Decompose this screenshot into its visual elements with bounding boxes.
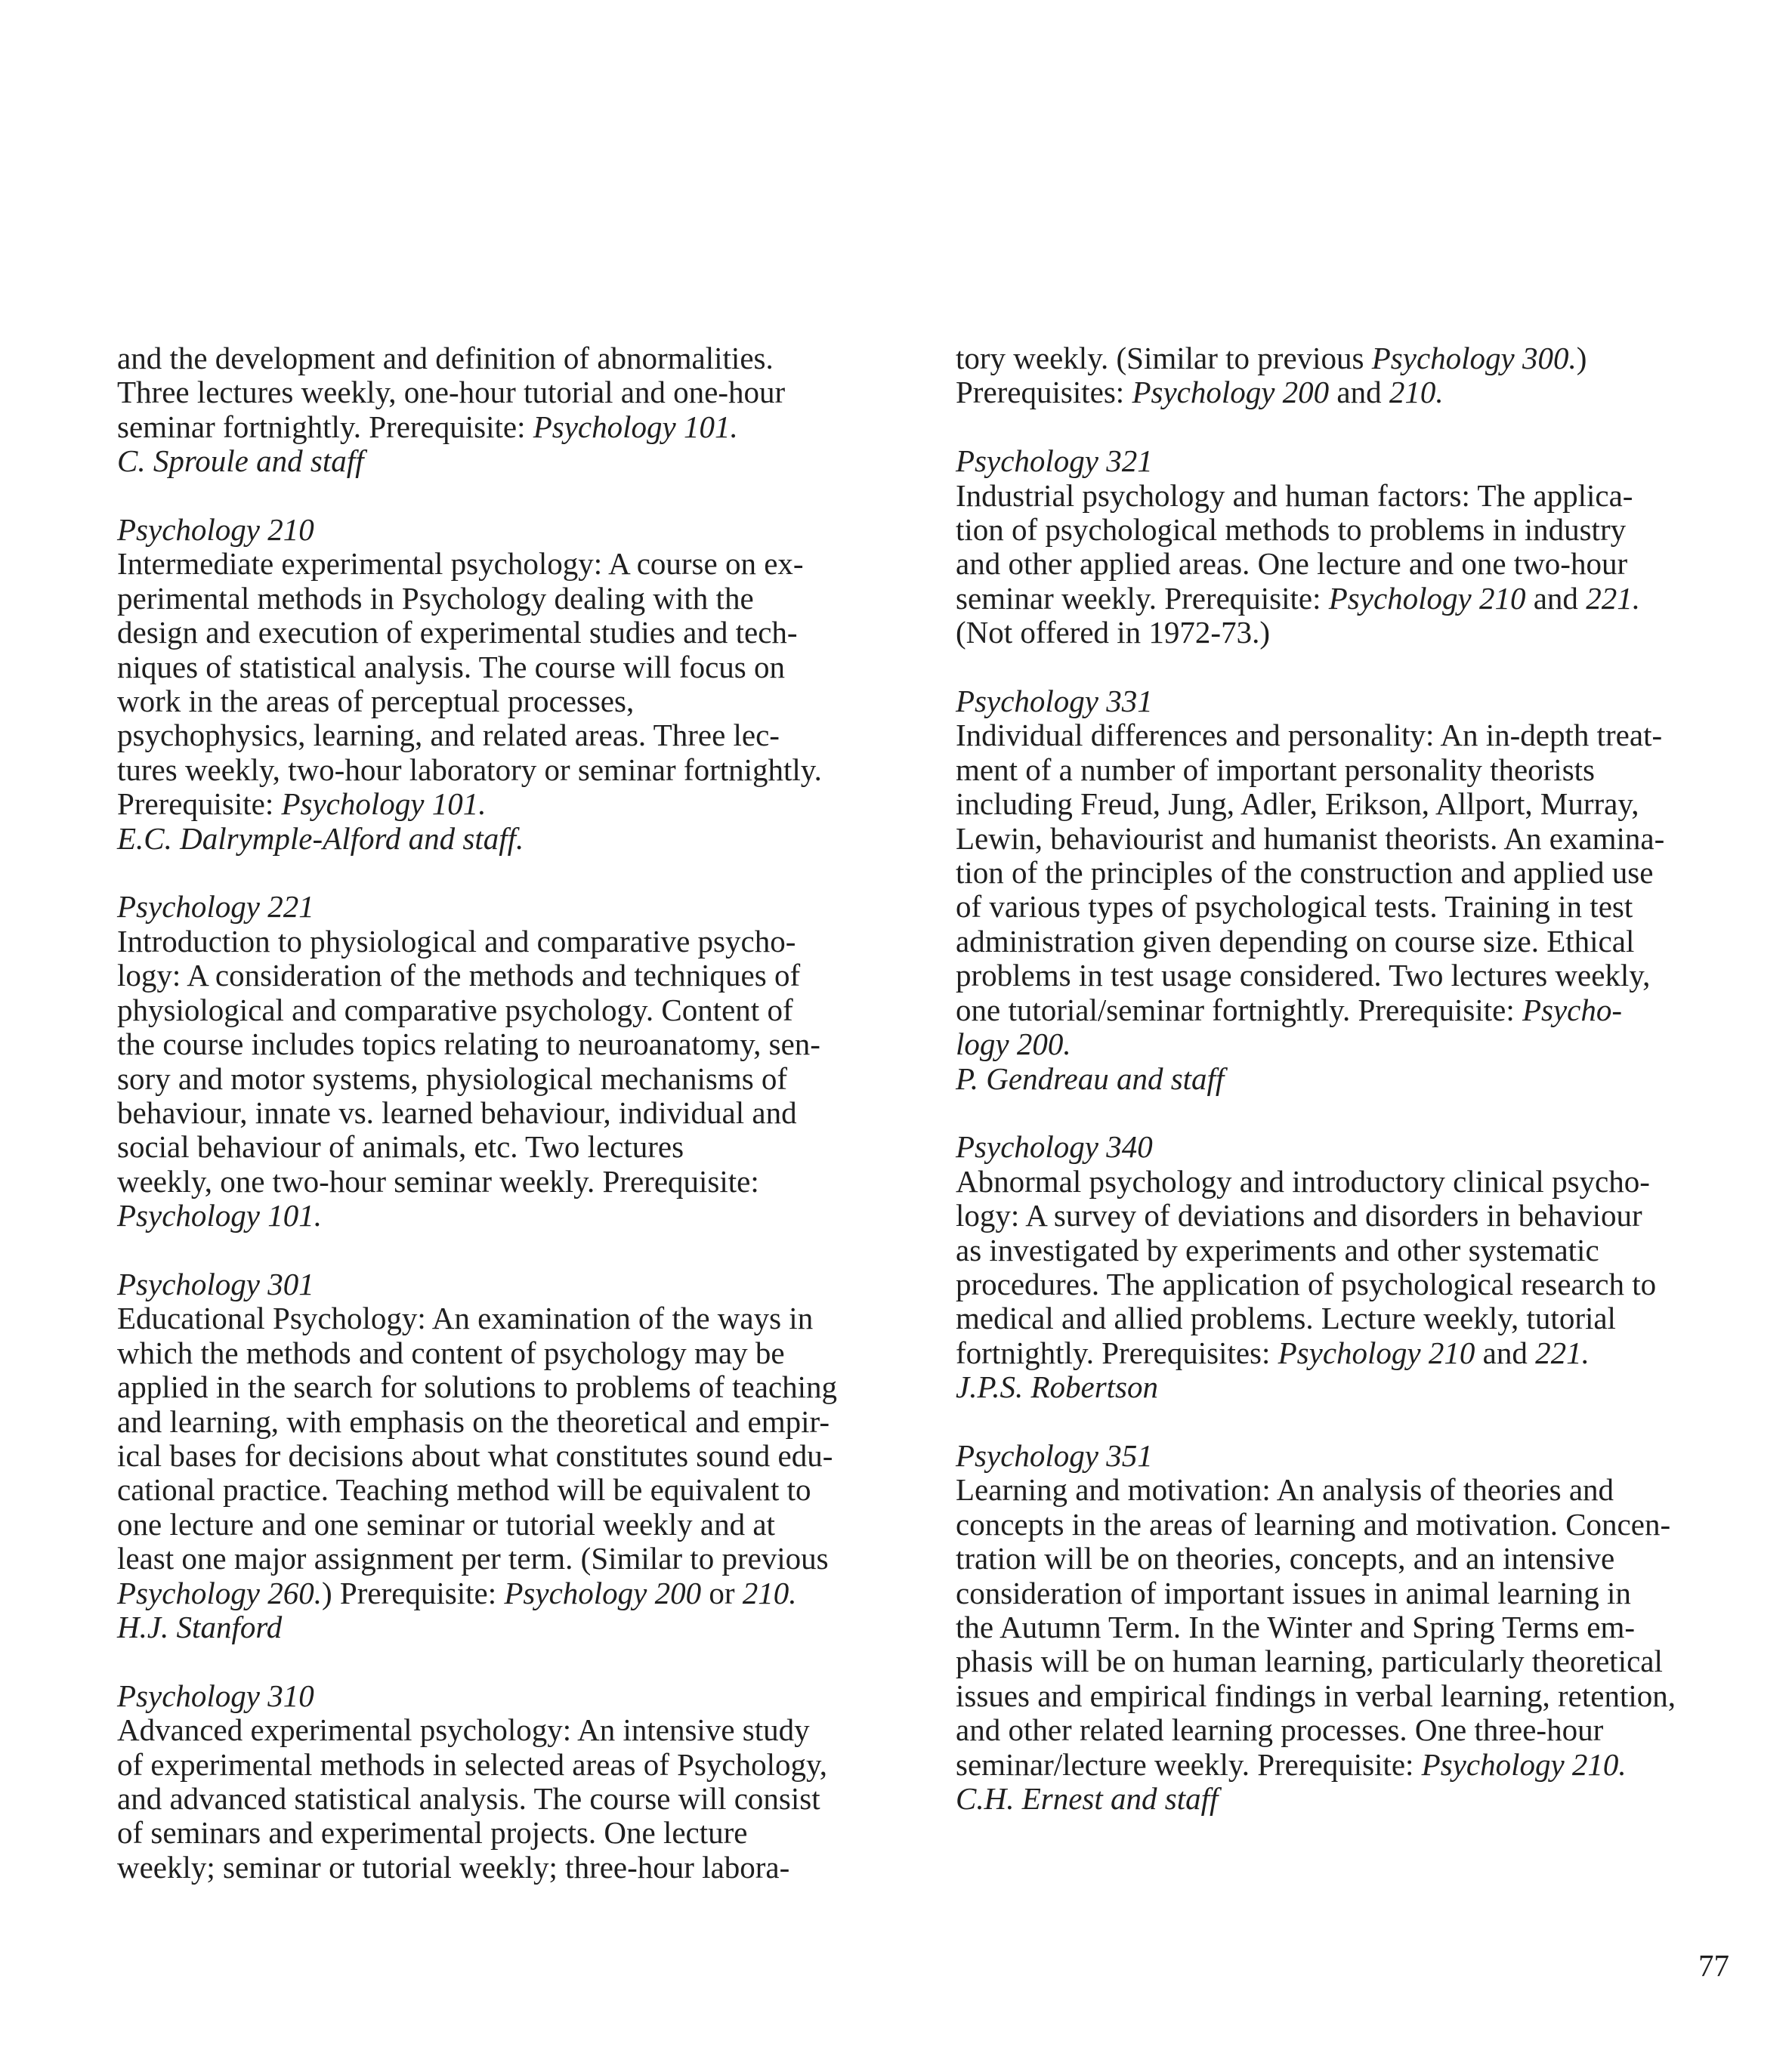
text-run: and (1525, 580, 1587, 616)
text-line (956, 890, 1749, 924)
course-entry (117, 1267, 907, 1644)
course-heading (956, 444, 1749, 478)
text-run: applied in the search for solutions to problems of teaching (117, 1369, 838, 1405)
text-run: the course includes topics relating to neuroanatomy, sen- (117, 1027, 820, 1062)
text-line (117, 684, 907, 718)
text-run: of seminars and experimental projects. One lecture (117, 1815, 748, 1851)
text-line (956, 616, 1749, 650)
text-run: the Autumn Term. In the Winter and Spring Terms em- (956, 1609, 1636, 1644)
text-run: Industrial psychology and human factors: The applica- (956, 477, 1633, 513)
text-line (956, 718, 1749, 752)
course-entry (117, 1679, 907, 1885)
text-line (117, 1370, 907, 1404)
text-line (956, 856, 1749, 890)
text-run: cational practice. Teaching method will be equivalent to (117, 1472, 811, 1508)
text-run: Abnormal psychology and introductory clinical psycho- (956, 1163, 1650, 1199)
text-run: perimental methods in Psychology dealing with the (117, 580, 754, 616)
text-line (117, 1062, 907, 1096)
text-line (117, 444, 907, 478)
text-run: behaviour, innate vs. learned behaviour, individual and (117, 1095, 797, 1130)
text-line (956, 1027, 1749, 1061)
text-line (956, 993, 1749, 1027)
text-line (117, 925, 907, 959)
text-line (117, 1851, 907, 1885)
italic-run: Psychology 210 (1328, 580, 1526, 616)
text-run: work in the areas of perceptual processes, (117, 684, 635, 719)
text-line (956, 1370, 1749, 1404)
text-run: issues and empirical findings in verbal learning, retention, (956, 1678, 1676, 1713)
text-run: problems in test usage considered. Two lectures weekly, (956, 958, 1651, 993)
text-line (117, 616, 907, 650)
text-line (956, 1199, 1749, 1233)
text-line (117, 1610, 907, 1644)
text-run: and (1475, 1335, 1536, 1370)
text-run: Three lectures weekly, one-hour tutorial and one-hour (117, 375, 786, 410)
text-run: and other applied areas. One lecture and one two-hour (956, 546, 1628, 582)
entry-spacer (956, 1405, 1749, 1439)
text-run: ment of a number of important personality theorists (956, 752, 1596, 787)
text-line (956, 1062, 1749, 1096)
text-run: tion of psychological methods to problems in industry (956, 512, 1627, 548)
text-line (956, 1165, 1749, 1199)
text-line (956, 375, 1749, 409)
italic-run: C.H. Ernest and staff (956, 1781, 1219, 1816)
text-run: tures weekly, two-hour laboratory or seminar fortnightly. (117, 752, 822, 787)
italic-run: 210. (1389, 375, 1444, 410)
text-run: tion of the principles of the construction and applied use (956, 855, 1654, 891)
text-run: consideration of important issues in animal learning in (956, 1575, 1631, 1610)
course-heading-text: Psychology 340 (956, 1129, 1153, 1165)
italic-run: Psychology 200 (1132, 375, 1330, 410)
text-run: Prerequisite: (117, 786, 282, 822)
text-run: Individual differences and personality: An in-depth treat- (956, 718, 1663, 753)
italic-run: Psychology 101. (533, 409, 738, 444)
course-heading (117, 1679, 907, 1713)
text-line (956, 1713, 1749, 1747)
course-heading (117, 890, 907, 924)
entry-spacer (956, 650, 1749, 684)
italic-run: Psycho- (1522, 992, 1623, 1027)
course-heading-text: Psychology 351 (956, 1437, 1153, 1473)
text-run: logy: A survey of deviations and disorders in behaviour (956, 1198, 1642, 1233)
text-line (117, 1301, 907, 1335)
text-run: procedures. The application of psychological research to (956, 1266, 1657, 1301)
text-run: and advanced statistical analysis. The course will consist (117, 1781, 820, 1816)
italic-run: 210. (742, 1575, 797, 1610)
text-run: one lecture and one seminar or tutorial weekly and at (117, 1506, 775, 1542)
text-line (956, 925, 1749, 959)
course-heading-text: Psychology 331 (956, 684, 1153, 719)
text-line (956, 1233, 1749, 1267)
text-run: logy: A consideration of the methods and techniques of (117, 958, 801, 993)
text-run: Educational Psychology: An examination of the ways in (117, 1301, 814, 1336)
text-run: as investigated by experiments and other systematic (956, 1232, 1599, 1267)
text-line (956, 753, 1749, 787)
text-line (956, 1748, 1749, 1782)
course-heading (117, 513, 907, 547)
right-column (956, 341, 1749, 1816)
text-run: Introduction to physiological and comparative psycho- (117, 923, 796, 959)
course-entry (117, 341, 907, 479)
text-line (117, 341, 907, 375)
text-run: design and execution of experimental studies and tech- (117, 615, 798, 650)
text-run: one tutorial/seminar fortnightly. Prerequisite: (956, 992, 1522, 1027)
italic-run: Psychology 210 (1278, 1335, 1475, 1370)
text-line (117, 753, 907, 787)
text-line (956, 341, 1749, 375)
text-line (956, 1679, 1749, 1713)
italic-run: logy 200. (956, 1027, 1071, 1062)
text-line (117, 959, 907, 993)
text-line (117, 1199, 907, 1233)
course-entry (956, 444, 1749, 650)
course-heading-text: Psychology 301 (117, 1266, 314, 1301)
entry-spacer (117, 856, 907, 890)
italic-run: E.C. Dalrymple-Alford and staff. (117, 820, 524, 856)
text-run: psychophysics, learning, and related areas. Three lec- (117, 718, 780, 753)
text-run: tory weekly. (Similar to previous (956, 341, 1372, 375)
text-line (117, 1748, 907, 1782)
course-entry (956, 1439, 1749, 1816)
text-line (956, 787, 1749, 821)
text-line (117, 582, 907, 616)
text-line (117, 1027, 907, 1061)
italic-run: 221. (1535, 1335, 1590, 1370)
text-line (117, 1336, 907, 1370)
text-line (956, 1336, 1749, 1370)
text-line (956, 547, 1749, 581)
course-heading (956, 1130, 1749, 1164)
text-run: seminar/lecture weekly. Prerequisite: (956, 1746, 1422, 1782)
course-entry (117, 513, 907, 856)
text-line (956, 1610, 1749, 1644)
text-line (117, 718, 907, 752)
text-line (956, 1644, 1749, 1678)
text-run: or (701, 1575, 743, 1610)
course-entry (956, 1130, 1749, 1404)
text-run: of experimental methods in selected areas of Psychology, (117, 1746, 828, 1782)
text-line (117, 1508, 907, 1542)
text-line (117, 1096, 907, 1130)
text-line (117, 375, 907, 409)
text-run: Learning and motivation: An analysis of theories and (956, 1472, 1614, 1508)
entry-spacer (117, 479, 907, 513)
italic-run: Psychology 210. (1421, 1746, 1627, 1782)
text-line (117, 1782, 907, 1816)
text-run: and the development and definition of abnormalities. (117, 341, 774, 375)
italic-run: Psychology 200 (504, 1575, 702, 1610)
text-run: Intermediate experimental psychology: A course on ex- (117, 546, 804, 582)
text-line (117, 1576, 907, 1610)
left-column (117, 341, 907, 1885)
text-line (117, 1816, 907, 1850)
text-line (117, 1713, 907, 1747)
text-run: administration given depending on course size. Ethical (956, 923, 1635, 959)
text-run: concepts in the areas of learning and motivation. Concen- (956, 1506, 1671, 1542)
text-run: medical and allied problems. Lecture weekly, tutorial (956, 1301, 1616, 1336)
italic-run: Psychology 300. (1371, 341, 1577, 375)
course-heading (956, 1439, 1749, 1473)
entry-spacer (117, 1644, 907, 1678)
text-line (956, 513, 1749, 547)
text-run: fortnightly. Prerequisites: (956, 1335, 1278, 1370)
text-run: weekly, one two-hour seminar weekly. Prerequisite: (117, 1163, 759, 1199)
text-line (956, 582, 1749, 616)
text-run: of various types of psychological tests. Training in test (956, 889, 1633, 925)
text-line (956, 1542, 1749, 1576)
text-line (956, 479, 1749, 513)
text-line (956, 1782, 1749, 1816)
text-run: which the methods and content of psychology may be (117, 1335, 785, 1370)
text-line (117, 1130, 907, 1164)
course-heading-text: Psychology 321 (956, 443, 1153, 479)
text-line (117, 1473, 907, 1507)
text-run: seminar fortnightly. Prerequisite: (117, 409, 533, 444)
text-line (117, 1405, 907, 1439)
text-run: ical bases for decisions about what constitutes sound edu- (117, 1437, 833, 1473)
text-line (117, 1542, 907, 1576)
course-heading-text: Psychology 221 (117, 889, 314, 925)
text-run: and (1329, 375, 1389, 410)
italic-run: J.P.S. Robertson (956, 1369, 1159, 1405)
text-run: ) Prerequisite: (321, 1575, 505, 1610)
text-run: sory and motor systems, physiological mechanisms of (117, 1061, 788, 1096)
text-line (956, 959, 1749, 993)
text-run: least one major assignment per term. (Similar to previous (117, 1541, 829, 1576)
text-run: (Not offered in 1972-73.) (956, 615, 1270, 650)
text-run: weekly; seminar or tutorial weekly; three-hour labora- (117, 1849, 790, 1885)
page-number: 77 (1698, 1948, 1729, 1983)
entry-spacer (956, 410, 1749, 444)
text-run: and learning, with emphasis on the theoretical and empir- (117, 1403, 830, 1439)
italic-run: P. Gendreau and staff (956, 1061, 1225, 1096)
text-run: Advanced experimental psychology: An intensive study (117, 1712, 810, 1748)
entry-spacer (117, 1233, 907, 1267)
text-run: Prerequisites: (956, 375, 1132, 410)
text-run: including Freud, Jung, Adler, Erikson, Allport, Murray, (956, 786, 1639, 822)
text-line (117, 1439, 907, 1473)
text-line (956, 822, 1749, 856)
text-line (956, 1508, 1749, 1542)
text-run: seminar weekly. Prerequisite: (956, 580, 1329, 616)
italic-run: 221. (1586, 580, 1640, 616)
text-run: social behaviour of animals, etc. Two lectures (117, 1129, 684, 1165)
course-entry (117, 890, 907, 1233)
text-line (117, 787, 907, 821)
text-line (117, 1165, 907, 1199)
entry-spacer (956, 1096, 1749, 1130)
text-line (956, 1576, 1749, 1610)
text-line (956, 1267, 1749, 1301)
course-entry (956, 341, 1749, 410)
text-line (117, 547, 907, 581)
text-run: tration will be on theories, concepts, and an intensive (956, 1541, 1615, 1576)
course-heading (117, 1267, 907, 1301)
course-entry (956, 684, 1749, 1096)
text-line (956, 1473, 1749, 1507)
text-run: phasis will be on human learning, particularly theoretical (956, 1644, 1663, 1679)
italic-run: H.J. Stanford (117, 1609, 283, 1644)
text-run: and other related learning processes. One three-hour (956, 1712, 1604, 1748)
italic-run: Psychology 101. (117, 1198, 322, 1233)
text-line (117, 410, 907, 444)
text-line (117, 822, 907, 856)
text-line (117, 993, 907, 1027)
text-run: physiological and comparative psychology. Content of (117, 992, 793, 1027)
course-heading-text: Psychology 310 (117, 1678, 314, 1713)
italic-run: Psychology 260. (117, 1575, 322, 1610)
text-run: Lewin, behaviourist and humanist theorists. An examina- (956, 820, 1665, 856)
text-run: niques of statistical analysis. The course will focus on (117, 649, 785, 684)
text-line (117, 650, 907, 684)
text-line (956, 1301, 1749, 1335)
course-heading (956, 684, 1749, 718)
text-run: ) (1576, 341, 1587, 375)
course-heading-text: Psychology 210 (117, 512, 314, 548)
italic-run: C. Sproule and staff (117, 443, 364, 479)
italic-run: Psychology 101. (281, 786, 487, 822)
